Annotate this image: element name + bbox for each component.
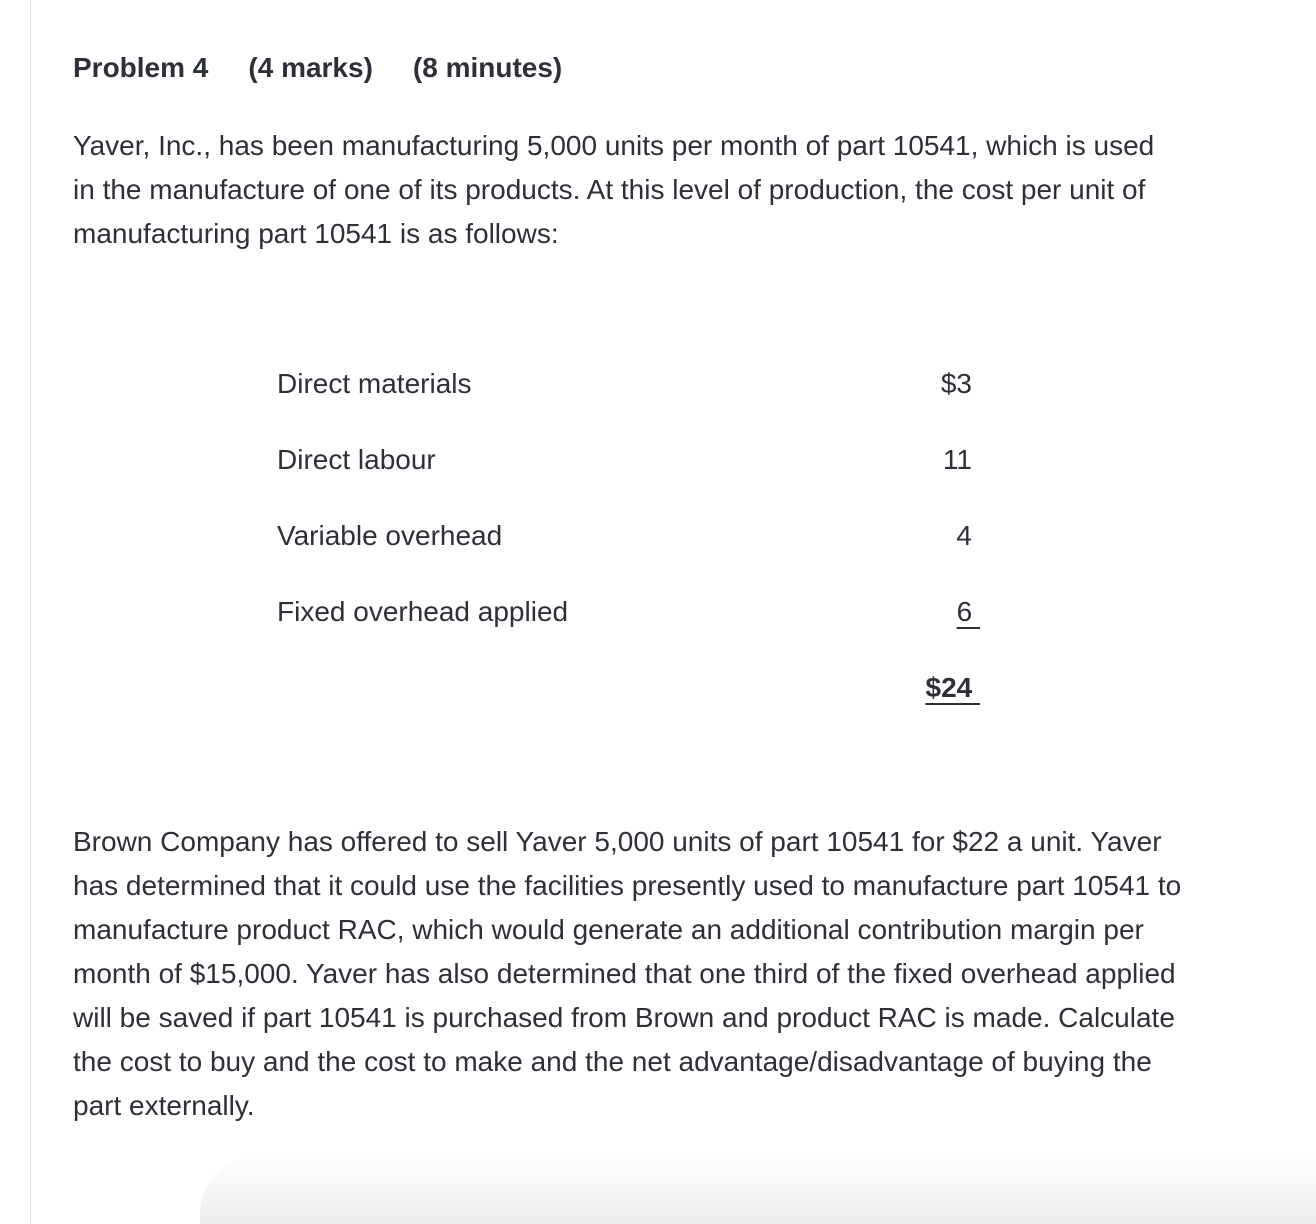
problem-number: Problem 4 [73, 52, 209, 83]
question-paragraph: Brown Company has offered to sell Yaver 5,000 units of part 10541 for $22 a unit. Yaver has determined that it could use the facilities presently used to manufacture part 10541 to manufacture product RAC, which would generate an additional contribution margin per month of $15,000. Yaver has also determined that one third of the fixed overhead applied will be saved if part 10541 is purchased from Brown and product RAC is made. Calculate the cost to buy and the cost to make and the net advantage/disadvantage of buying the part externally. [73, 826, 1182, 1121]
total-value: $24 [925, 672, 980, 703]
cost-label: Variable overhead [277, 520, 503, 551]
left-border [30, 0, 31, 1224]
problem-header [73, 52, 602, 84]
problem-time: (8 minutes) [412, 52, 563, 83]
total-row [277, 672, 980, 712]
cost-label: Direct materials [277, 368, 472, 399]
cost-row [277, 596, 980, 636]
intro-paragraph: Yaver, Inc., has been manufacturing 5,000 units per month of part 10541, which is used in the manufacture of one of its products. At this level of production, the cost per unit of manufacturing part 10541 is as follows: [73, 130, 1155, 249]
cost-value: 6 [956, 596, 980, 627]
problem-marks: (4 marks) [248, 52, 373, 83]
cost-value: 11 [942, 444, 972, 475]
cost-label: Direct labour [277, 444, 436, 475]
cost-label: Fixed overhead applied [277, 596, 569, 627]
cost-row [277, 520, 980, 560]
cost-row [277, 368, 980, 408]
cost-value: $3 [940, 368, 972, 399]
bottom-shadow [200, 1154, 1316, 1224]
cost-value: 4 [956, 520, 972, 551]
cost-row [277, 444, 980, 484]
